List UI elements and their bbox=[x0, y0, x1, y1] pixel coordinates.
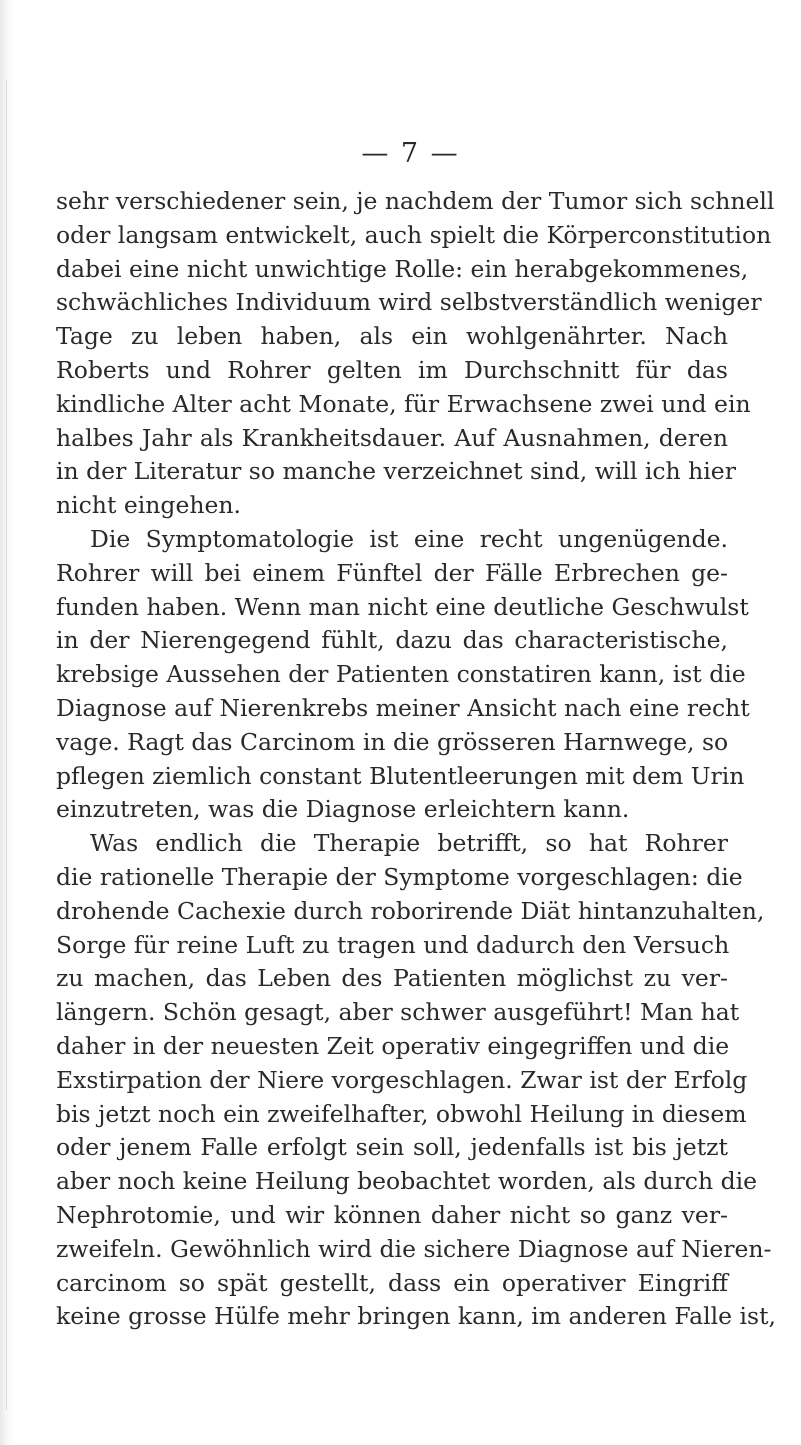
text-line: daher in der neuesten Zeit operativ eingegriffen und die bbox=[56, 1031, 730, 1060]
text-line: funden haben. Wenn man nicht eine deutliche Geschwulst bbox=[56, 592, 749, 621]
text-line: längern. Schön gesagt, aber schwer ausgeführt! Man hat bbox=[56, 998, 740, 1027]
text-line: Exstirpation der Niere vorgeschlagen. Zwar ist der Erfolg bbox=[56, 1065, 748, 1094]
text-line: drohende Cachexie durch roborirende Diät hintanzuhalten, bbox=[56, 896, 765, 925]
binding-edge bbox=[0, 0, 14, 1445]
text-line: einzutreten, was die Diagnose erleichtern kann. bbox=[56, 795, 630, 824]
text-line: keine grosse Hülfe mehr bringen kann, im anderen Falle ist, bbox=[56, 1302, 777, 1331]
text-line: Roberts und Rohrer gelten im Durchschnitt für das bbox=[56, 355, 728, 384]
text-line: Rohrer will bei einem Fünftel der Fälle Erbrechen ge- bbox=[56, 558, 728, 587]
text-line: dabei eine nicht unwichtige Rolle: ein herabgekommenes, bbox=[56, 254, 749, 283]
text-line: Sorge für reine Luft zu tragen und dadurch den Versuch bbox=[56, 930, 730, 959]
text-line: sehr verschiedener sein, je nachdem der Tumor sich schnell bbox=[56, 187, 775, 215]
text-line: krebsige Aussehen der Patienten constatiren kann, ist die bbox=[56, 660, 746, 689]
text-line: Tage zu leben haben, als ein wohlgenährter. Nach bbox=[56, 322, 728, 351]
text-line: oder langsam entwickelt, auch spielt die Körperconstitution bbox=[56, 220, 772, 249]
text-line: Diagnose auf Nierenkrebs meiner Ansicht nach eine recht bbox=[56, 693, 750, 722]
text-line: pflegen ziemlich constant Blutentleerungen mit dem Urin bbox=[56, 761, 745, 790]
page-number: — 7 — bbox=[361, 138, 460, 169]
text-line: Die Symptomatologie ist eine recht ungenügende. bbox=[90, 524, 728, 553]
binding-line bbox=[6, 80, 7, 1410]
text-line: halbes Jahr als Krankheitsdauer. Auf Ausnahmen, deren bbox=[56, 423, 728, 452]
text-line: die rationelle Therapie der Symptome vorgeschlagen: die bbox=[56, 862, 743, 891]
text-line: zu machen, das Leben des Patienten möglichst zu ver- bbox=[56, 964, 728, 993]
text-line: Nephrotomie, und wir können daher nicht so ganz ver- bbox=[56, 1200, 728, 1229]
text-line: nicht eingehen. bbox=[56, 491, 242, 520]
text-line: aber noch keine Heilung beobachtet worden, als durch die bbox=[56, 1167, 758, 1196]
text-line: bis jetzt noch ein zweifelhafter, obwohl Heilung in diesem bbox=[56, 1099, 747, 1128]
text-line: zweifeln. Gewöhnlich wird die sichere Diagnose auf Nieren- bbox=[56, 1234, 772, 1263]
text-line: oder jenem Falle erfolgt sein soll, jedenfalls ist bis jetzt bbox=[56, 1133, 728, 1162]
text-line: in der Literatur so manche verzeichnet sind, will ich hier bbox=[56, 457, 736, 486]
text-line: schwächliches Individuum wird selbstverständlich weniger bbox=[56, 288, 762, 317]
text-line: kindliche Alter acht Monate, für Erwachsene zwei und ein bbox=[56, 389, 751, 418]
body-text bbox=[56, 185, 777, 1334]
text-line: vage. Ragt das Carcinom in die grösseren Harnwege, so bbox=[56, 727, 729, 756]
text-line: carcinom so spät gestellt, dass ein operativer Eingriff bbox=[56, 1268, 728, 1297]
text-line: Was endlich die Therapie betrifft, so hat Rohrer bbox=[90, 829, 728, 858]
text-line: in der Nierengegend fühlt, dazu das characteristische, bbox=[56, 626, 728, 655]
